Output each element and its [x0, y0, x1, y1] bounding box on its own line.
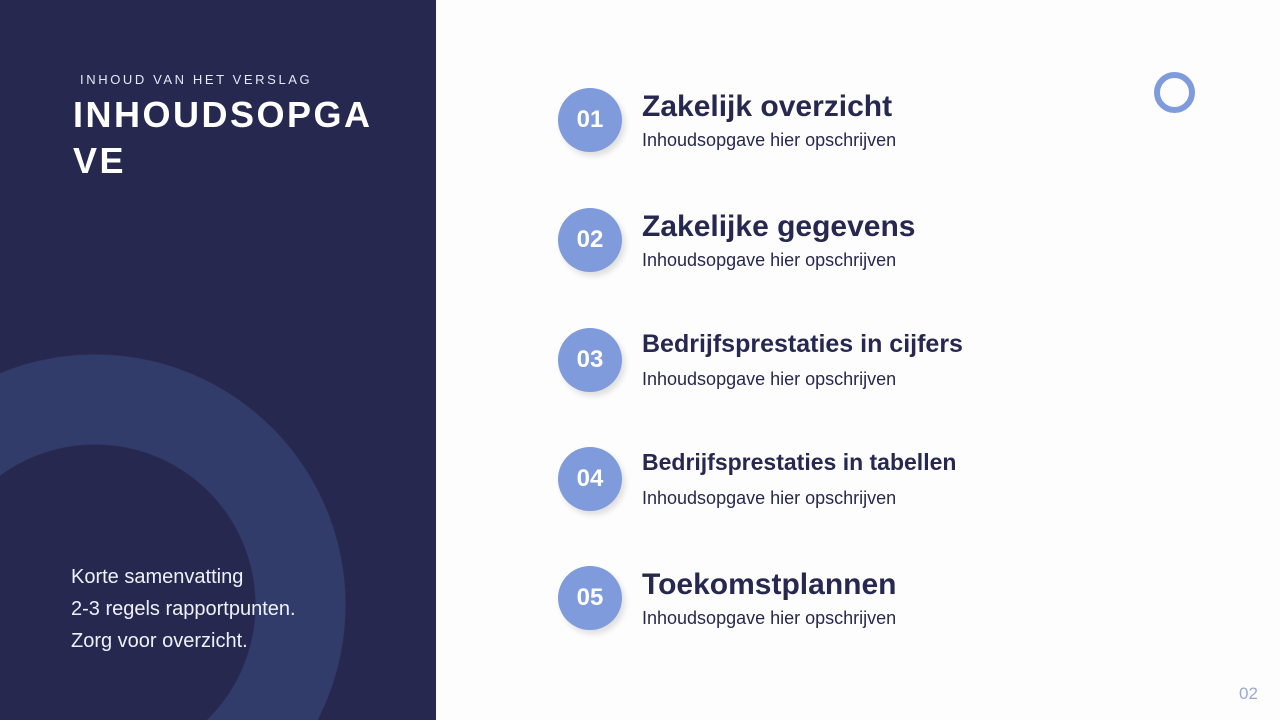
item-title: Bedrijfsprestaties in cijfers — [642, 330, 963, 358]
item-number: 03 — [558, 328, 622, 392]
toc-item — [558, 447, 956, 511]
item-title: Zakelijke gegevens — [642, 209, 916, 243]
item-number: 05 — [558, 566, 622, 630]
item-number: 02 — [558, 208, 622, 272]
summary-line: Korte samenvatting — [71, 566, 244, 588]
item-subtitle: Inhoudsopgave hier opschrijven — [642, 129, 897, 150]
item-number: 01 — [558, 88, 622, 152]
decorative-ring-small — [1154, 72, 1195, 113]
item-number: 04 — [558, 447, 622, 511]
item-subtitle: Inhoudsopgave hier opschrijven — [642, 249, 897, 270]
summary-line: Zorg voor overzicht. — [71, 630, 248, 652]
summary — [71, 561, 296, 657]
summary-line: 2-3 regels rapportpunten. — [71, 598, 296, 620]
item-subtitle: Inhoudsopgave hier opschrijven — [642, 488, 897, 508]
toc-item — [558, 208, 916, 272]
page-title: INHOUDSOPGAVE — [73, 94, 373, 181]
item-title: Zakelijk overzicht — [642, 89, 893, 123]
toc-item — [558, 566, 896, 630]
item-title: Bedrijfsprestaties in tabellen — [642, 449, 957, 475]
toc-item — [558, 88, 896, 152]
section-kicker: INHOUD VAN HET VERSLAG — [80, 72, 313, 87]
item-subtitle: Inhoudsopgave hier opschrijven — [642, 369, 897, 389]
toc-item — [558, 328, 963, 392]
item-title: Toekomstplannen — [642, 567, 897, 601]
item-subtitle: Inhoudsopgave hier opschrijven — [642, 607, 897, 628]
page-number: 02 — [1239, 684, 1258, 703]
sidebar-panel — [0, 0, 436, 720]
